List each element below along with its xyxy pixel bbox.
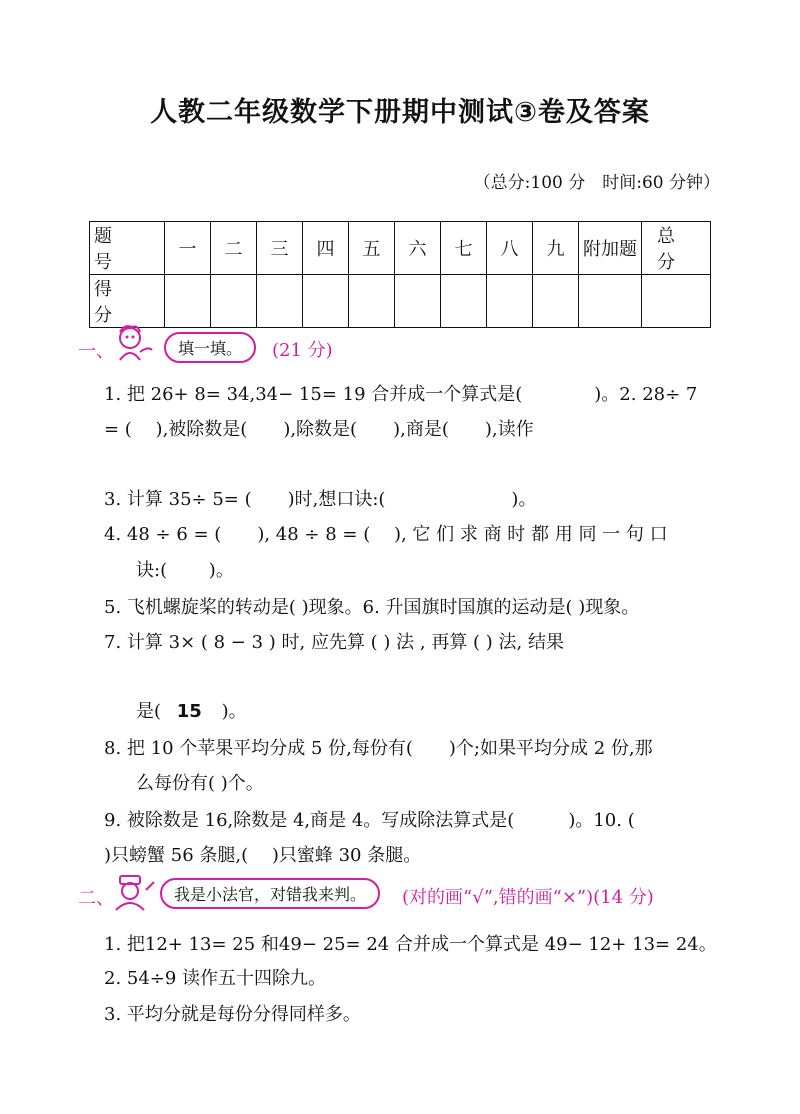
question-line: 么每份有( )个。 — [136, 773, 264, 794]
question-line: 7. 计算 3× ( 8 − 3 ) 时, 应先算 ( ) 法 , 再算 ( ) 法, 结果 — [104, 632, 564, 653]
score-cell[interactable] — [257, 275, 303, 328]
score-cell[interactable] — [165, 275, 211, 328]
score-col-total: 总分 — [642, 222, 711, 275]
score-cell[interactable] — [349, 275, 395, 328]
question-line: 3. 平均分就是每份分得同样多。 — [104, 1004, 361, 1025]
section1-name: 填一填。 — [178, 339, 243, 358]
question-line: 诀:( )。 — [136, 560, 234, 581]
score-col-7: 七 — [441, 222, 487, 275]
section1-number: 一、 — [78, 341, 114, 362]
section1-name-bubble — [164, 332, 256, 363]
exam-meta: （总分:100 分 时间:60 分钟） — [473, 173, 720, 193]
score-table-header-row — [90, 222, 711, 275]
score-row-label: 得分 — [90, 275, 165, 328]
score-cell[interactable] — [441, 275, 487, 328]
score-table-row-label: 题号 — [90, 222, 165, 275]
score-col-1: 一 — [165, 222, 211, 275]
score-cell[interactable] — [487, 275, 533, 328]
question-line: 8. 把 10 个苹果平均分成 5 份,每份有( )个;如果平均分成 2 份,那 — [104, 738, 653, 759]
score-col-4: 四 — [303, 222, 349, 275]
filled-answer: 15 — [176, 701, 202, 722]
score-col-2: 二 — [211, 222, 257, 275]
score-cell[interactable] — [395, 275, 441, 328]
question-line: 3. 计算 35÷ 5= ( )时,想口诀:( )。 — [104, 489, 537, 510]
thinking-kid-icon — [108, 322, 158, 364]
question-line: 5. 飞机螺旋桨的转动是( )现象。6. 升国旗时国旗的运动是( )现象。 — [104, 597, 640, 618]
score-col-6: 六 — [395, 222, 441, 275]
score-cell[interactable] — [211, 275, 257, 328]
section1-points: (21 分) — [272, 340, 333, 361]
score-table — [89, 221, 711, 328]
question-line: 1. 把12+ 13= 25 和49− 25= 24 合并成一个算式是 49− 12+ 13= 24。 — [104, 934, 717, 955]
score-col-9: 九 — [533, 222, 579, 275]
score-col-5: 五 — [349, 222, 395, 275]
score-col-8: 八 — [487, 222, 533, 275]
judge-icon — [108, 872, 158, 912]
question-line: = ( ),被除数是( ),除数是( ),商是( ),读作 — [104, 419, 534, 440]
answer-suffix: )。 — [221, 701, 247, 722]
score-cell[interactable] — [303, 275, 349, 328]
question-line: 1. 把 26+ 8= 34,34− 15= 19 合并成一个算式是( )。2. 28÷ 7 — [104, 384, 698, 405]
question-line — [136, 697, 247, 723]
section2-name: 我是小法官，对错我来判。 — [174, 885, 367, 904]
answer-prefix: 是( — [136, 701, 162, 722]
score-cell[interactable] — [642, 275, 711, 328]
section2-instruction: (对的画“√”,错的画“×”)(14 分) — [402, 887, 654, 908]
score-table-score-row — [90, 275, 711, 328]
question-line: 9. 被除数是 16,除数是 4,商是 4。写成除法算式是( )。10. ( — [104, 810, 635, 831]
question-line: 2. 54÷9 读作五十四除九。 — [104, 968, 327, 989]
score-cell[interactable] — [579, 275, 642, 328]
page-title: 人教二年级数学下册期中测试③卷及答案 — [150, 97, 650, 128]
score-cell[interactable] — [533, 275, 579, 328]
score-col-extra: 附加题 — [579, 222, 642, 275]
score-col-3: 三 — [257, 222, 303, 275]
question-line: 4. 48 ÷ 6 = ( ), 48 ÷ 8 = ( ), 它 们 求 商 时 都 用 同 一 句 口 — [104, 524, 668, 545]
question-line: )只螃蟹 56 条腿,( )只蜜蜂 30 条腿。 — [104, 845, 422, 866]
section2-number: 二、 — [78, 888, 114, 909]
section2-name-bubble — [160, 878, 380, 909]
